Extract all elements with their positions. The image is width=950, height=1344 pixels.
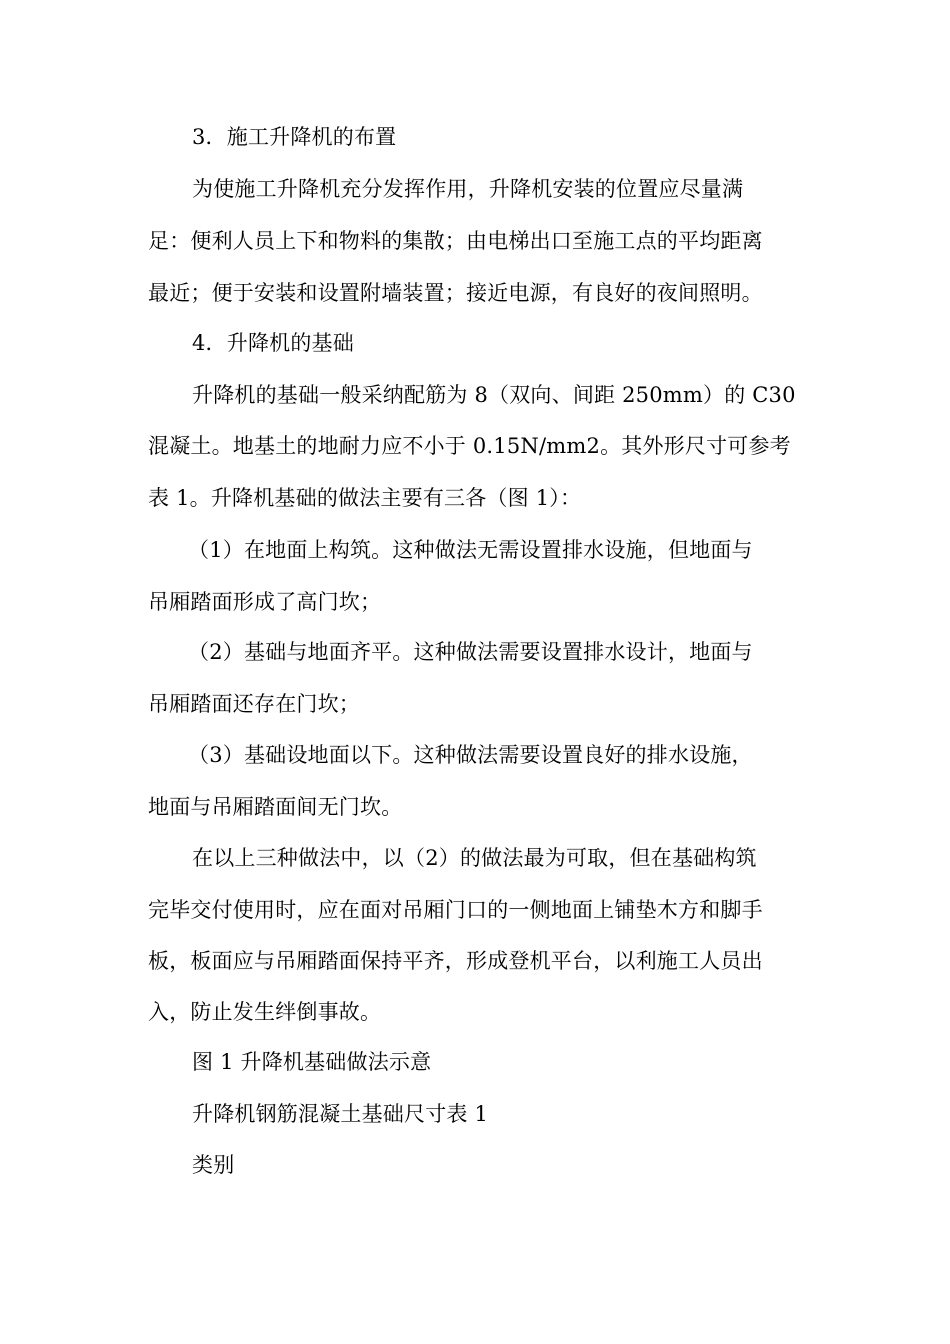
list-item-line: （1）在地面上构筑。这种做法无需设置排水设施，但地面与 [188,538,753,562]
section-heading-4: 4．升降机的基础 [192,331,354,355]
list-item-line: （3）基础设地面以下。这种做法需要设置良好的排水设施， [188,743,753,767]
paragraph-line: 足：便利人员上下和物料的集散；由电梯出口至施工点的平均距离 [148,229,763,253]
paragraph-line: 完毕交付使用时，应在面对吊厢门口的一侧地面上铺垫木方和脚手 [148,898,763,922]
table-header-cell: 类别 [192,1153,235,1177]
list-item-line: 吊厢踏面还存在门坎； [148,692,360,716]
paragraph-line: 最近；便于安装和设置附墙装置；接近电源，有良好的夜间照明。 [148,281,763,305]
paragraph-line: 表 1。升降机基础的做法主要有三各（图 1）： [148,486,582,510]
paragraph-line: 混凝土。地基土的地耐力应不小于 0.15N/mm2。其外形尺寸可参考 [148,434,791,458]
paragraph-line: 升降机的基础一般采纳配筋为 8（双向、间距 250mm）的 C30 [192,383,796,407]
paragraph-line: 板，板面应与吊厢踏面保持平齐，形成登机平台，以利施工人员出 [148,949,763,973]
paragraph-line: 在以上三种做法中，以（2）的做法最为可取，但在基础构筑 [192,846,757,870]
list-item-line: 地面与吊厢踏面间无门坎。 [148,795,403,819]
table-caption: 升降机钢筋混凝土基础尺寸表 1 [192,1102,489,1126]
list-item-line: 吊厢踏面形成了高门坎； [148,590,382,614]
figure-caption: 图 1 升降机基础做法示意 [192,1050,432,1074]
section-heading-3: 3．施工升降机的布置 [192,125,397,149]
paragraph-line: 入，防止发生绊倒事故。 [148,1000,382,1024]
paragraph-line: 为使施工升降机充分发挥作用，升降机安装的位置应尽量满 [192,177,744,201]
list-item-line: （2）基础与地面齐平。这种做法需要设置排水设计，地面与 [188,640,753,664]
